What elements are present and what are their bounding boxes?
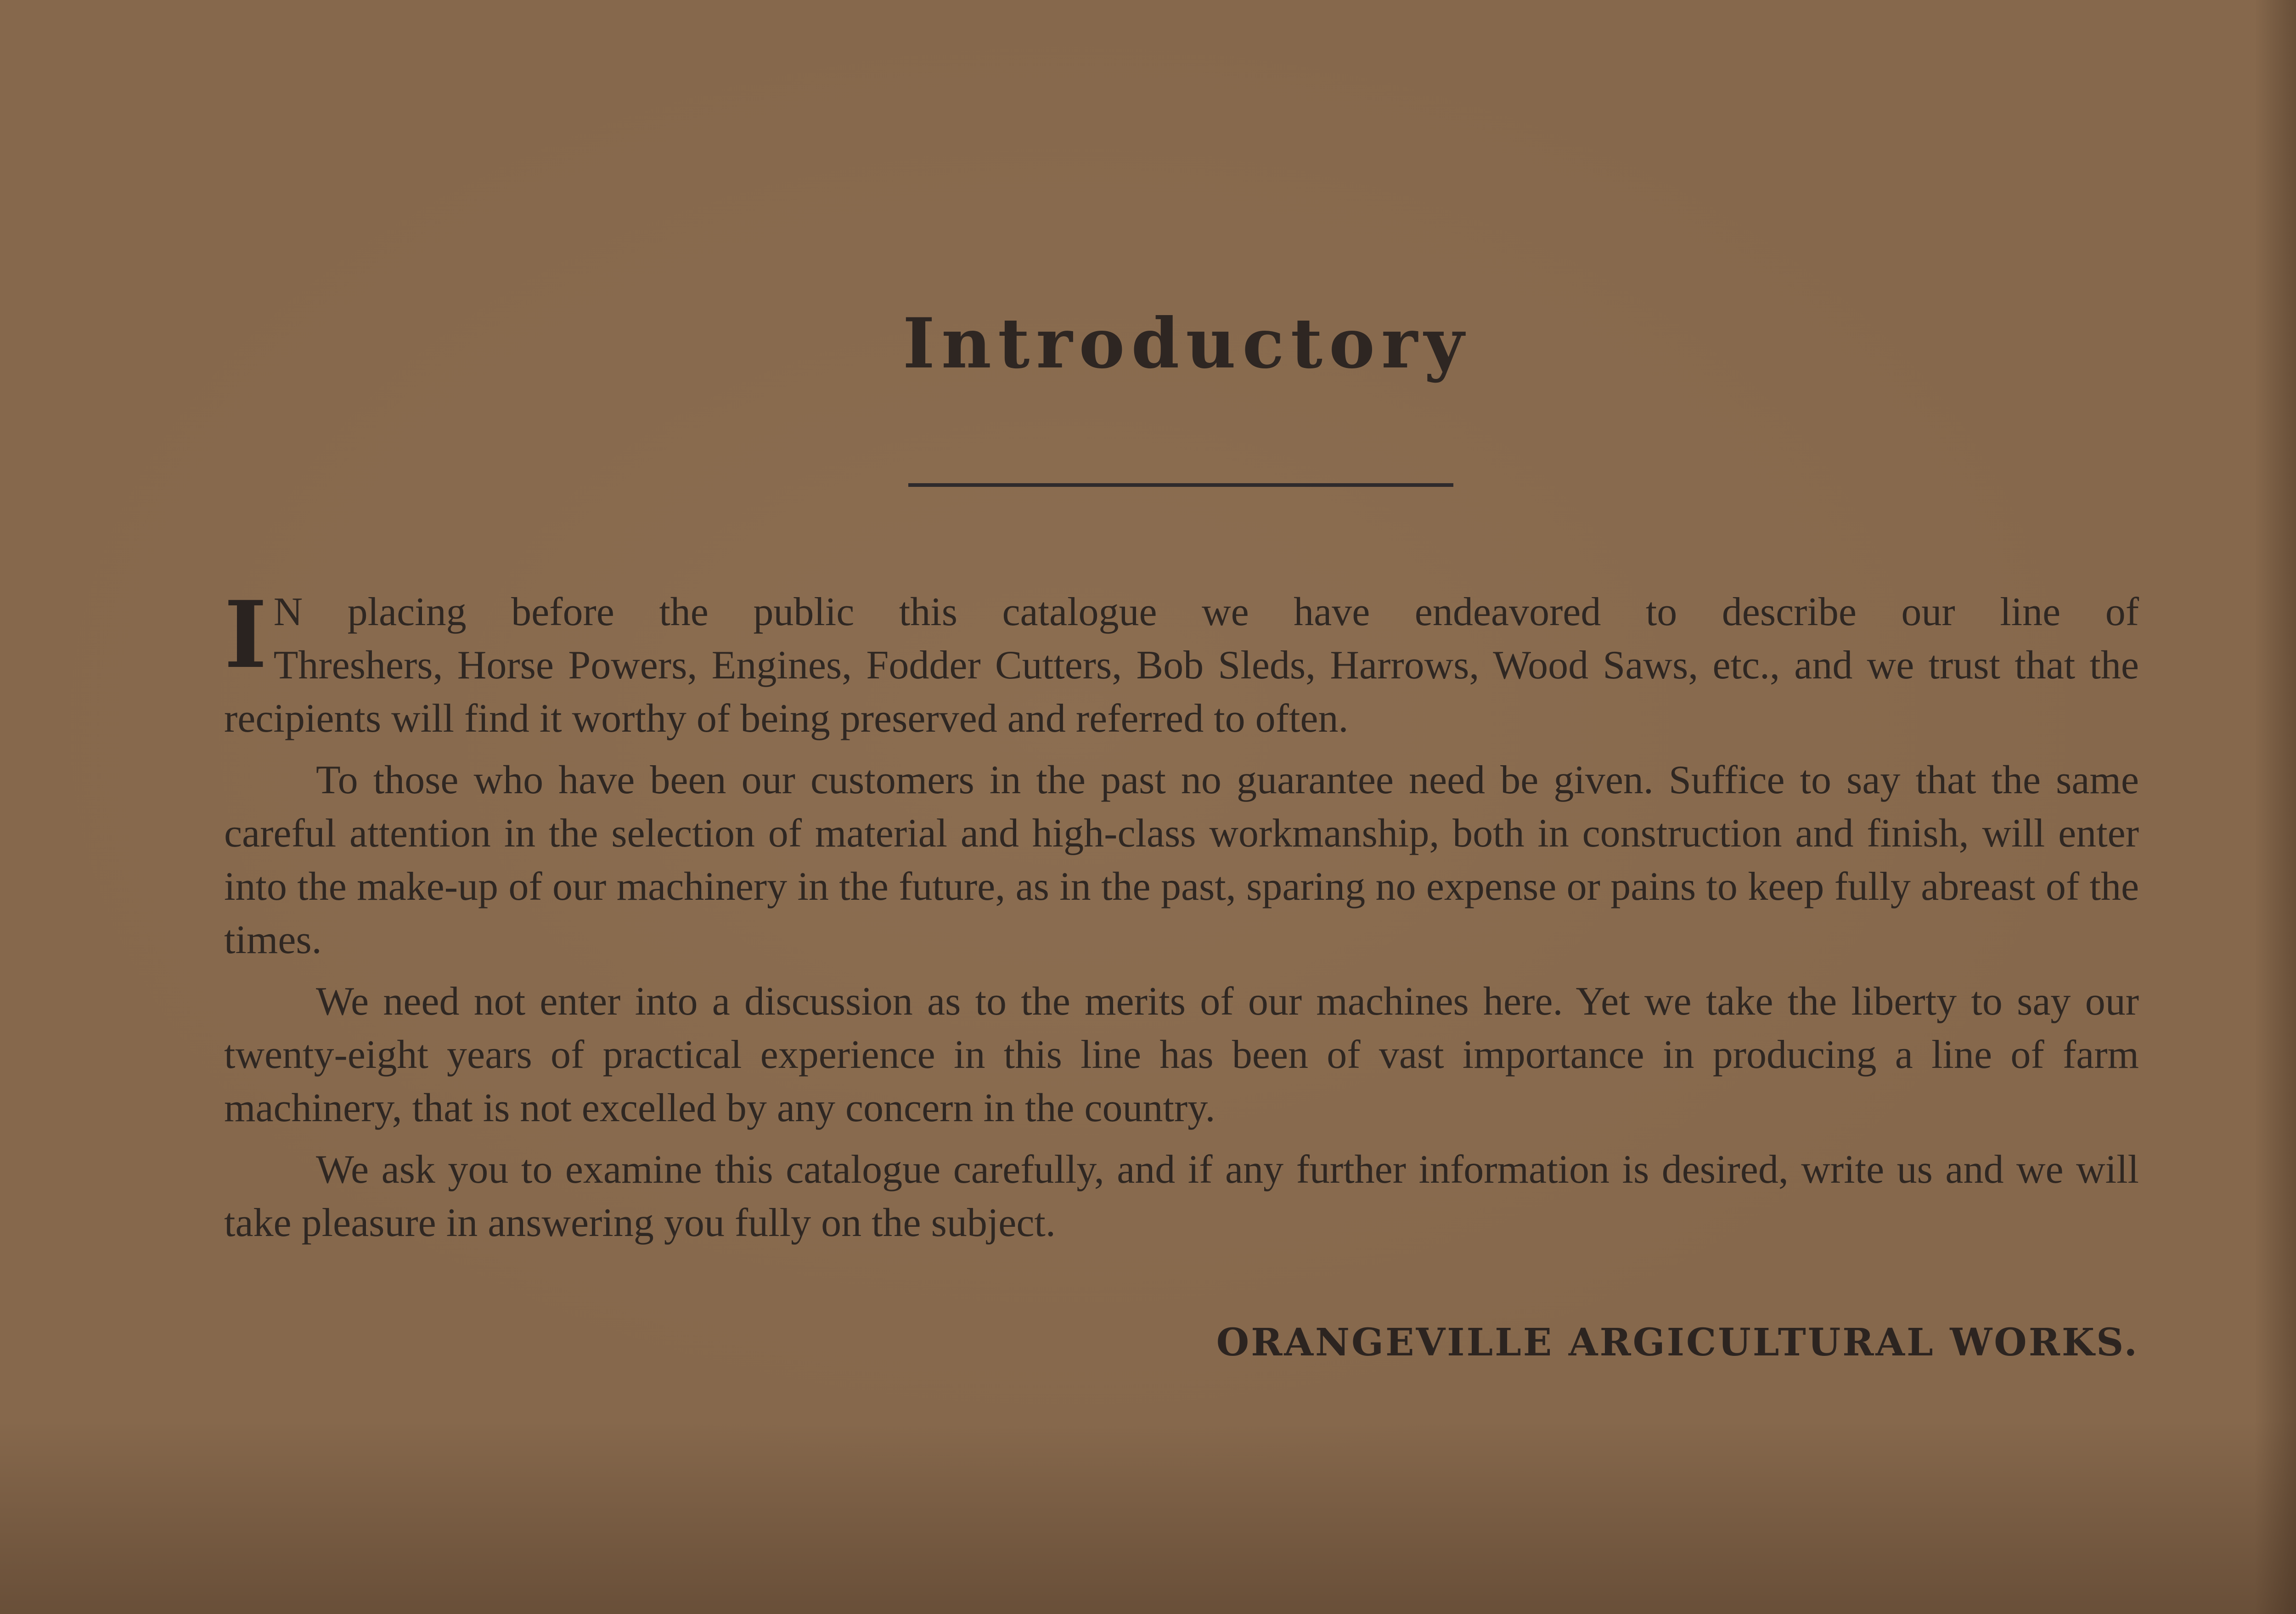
paragraph-4: We ask you to examine this catalogue carefully, and if any further information is desired, write us and we will take pleasure in answering you fully on the subject.: [224, 1147, 2139, 1245]
paragraph-1-first-line: N placing before the public this catalogue we have endeavored to describe our line of: [273, 590, 2139, 634]
heading-divider: [908, 483, 1453, 487]
paragraph-1-rest: Threshers, Horse Powers, Engines, Fodder Cutters, Bob Sleds, Harrows, Wood Saws, etc., and we trust that the recipients will find it worthy of being preserved and referred to often.: [224, 643, 2139, 741]
page-heading: Introductory: [902, 303, 1471, 384]
paragraph-3: We need not enter into a discussion as to the merits of our machines here. Yet we take the liberty to say our twenty-eight years of practical experience in this line has been of vast importance in producing a line of farm machinery, that is not excelled by any concern in the country.: [224, 979, 2139, 1130]
company-signature: ORANGEVILLE ARGICULTURAL WORKS.: [1216, 1321, 2139, 1365]
introductory-text: [224, 581, 2139, 1258]
paragraph-1: [224, 581, 2139, 745]
paragraph-2: To those who have been our customers in the past no guarantee need be given. Suffice to say that the same careful attention in the selection of material and high-class workmanship, both in construction and finish, will enter into the make-up of our machinery in the future, as in the past, sparing no expense or pains to keep fully abreast of the times.: [224, 758, 2139, 962]
drop-cap: I: [224, 581, 267, 689]
